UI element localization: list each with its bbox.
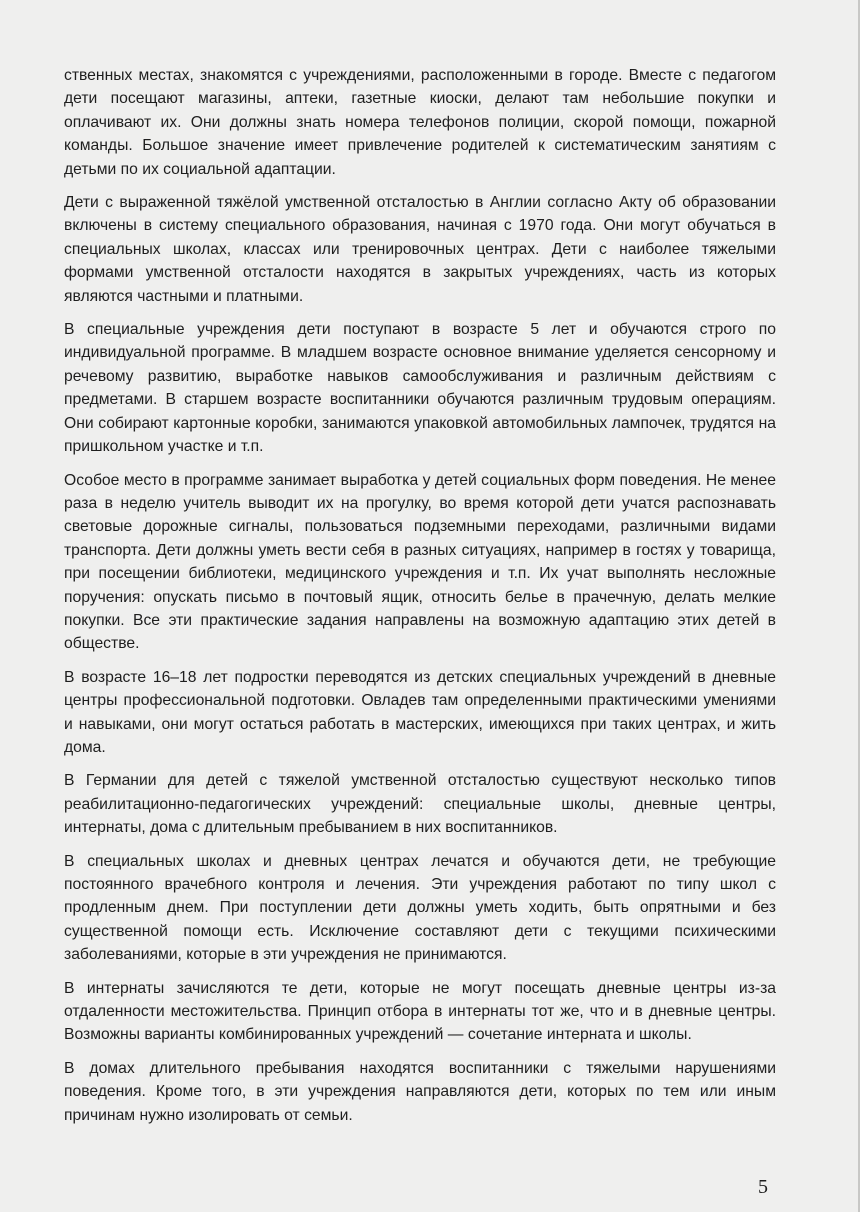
- paragraph-7: В специальных школах и дневных центрах лечатся и обучаются дети, не требующие постоянного врачебного контроля и лечения. Эти учреждения работают по типу школ с продленным днем. При поступлении дети должны уметь ходить, быть опрятными и без существенной помощи есть. Исключение составляют дети с текущими психическими заболеваниями, которые в эти учреждения не принимаются.: [64, 852, 776, 964]
- paragraph-4: Особое место в программе занимает выработка у детей социальных форм поведения. Не менее раза в неделю учитель выводит их на прогулку, во время которой дети учатся распознавать световые дорожные сигналы, пользоваться подземными переходами, различными видами транспорта. Дети должны уметь вести себя в разных ситуациях, например в гостях у товарища, при посещении библиотеки, медицинского учреждения и т.п. Их учат выполнять несложные поручения: опускать письмо в почтовый ящик, относить белье в прачечную, делать мелкие покупки. Все эти практические задания направлены на возможную адаптацию этих детей в обществе.: [64, 471, 776, 653]
- paragraph-1: ственных местах, знакомятся с учреждениями, расположенными в городе. Вместе с педагогом дети посещают магазины, аптеки, газетные киоски, делают там небольшие покупки и оплачивают их. Они должны знать номера телефонов полиции, скорой помощи, пожарной команды. Большое значение имеет привлечение родителей к систематическим занятиям с детьми по их социальной адаптации.: [64, 67, 776, 178]
- paragraph-3: В специальные учреждения дети поступают в возрасте 5 лет и обучаются строго по индивидуальной программе. В младшем возрасте основное внимание уделяется сенсорному и речевому развитию, выработке навыков самообслуживания и различным действиям с предметами. В старшем возрасте воспитанники обучаются различным трудовым операциям. Они собирают картонные коробки, занимаются упаковкой автомобильных лампочек, трудятся на пришкольном участке и т.п.: [64, 321, 776, 456]
- page-number: 5: [758, 1176, 768, 1198]
- page-body: [64, 64, 776, 1137]
- paragraph-6: В Германии для детей с тяжелой умственной отсталостью существуют несколько типов реабилитационно-педагогических учреждений: специальные школы, дневные центры, интернаты, дома с длительным пребыванием в них воспитанников.: [64, 772, 776, 837]
- paragraph-9: В домах длительного пребывания находятся воспитанники с тяжелыми нарушениями поведения. Кроме того, в эти учреждения направляются дети, которых по тем или иным причинам нужно изолировать от семьи.: [64, 1059, 776, 1124]
- paragraph-2: Дети с выраженной тяжёлой умственной отсталостью в Англии согласно Акту об образовании включены в систему специального образования, начиная с 1970 года. Они могут обучаться в специальных школах, классах или тренировочных центрах. Дети с наиболее тяжелыми формами умственной отсталости находятся в закрытых учреждениях, часть из которых являются частными и платными.: [64, 194, 776, 305]
- paragraph-5: В возрасте 16–18 лет подростки переводятся из детских специальных учреждений в дневные центры профессиональной подготовки. Овладев там определенными практическими умениями и навыками, они могут остаться работать в мастерских, имеющихся при таких центрах, и жить дома.: [64, 668, 776, 756]
- paragraph-8: В интернаты зачисляются те дети, которые не могут посещать дневные центры из-за отдаленности местожительства. Принцип отбора в интернаты тот же, что и в дневные центры. Возможны варианты комбинированных учреждений — сочетание интерната и школы.: [64, 979, 776, 1044]
